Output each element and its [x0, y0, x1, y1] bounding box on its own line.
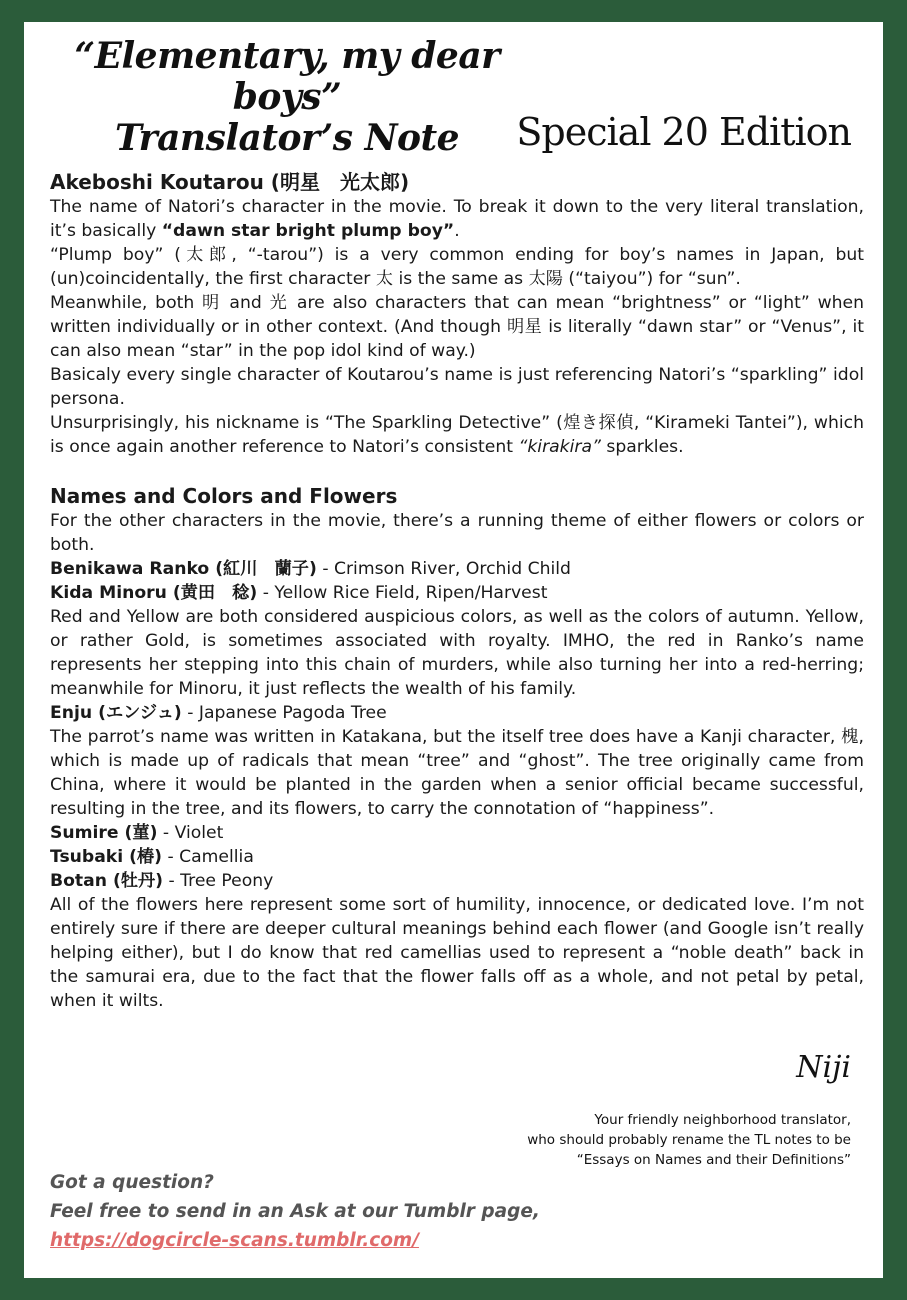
signature: Niji — [796, 1050, 851, 1085]
page-title — [52, 36, 522, 159]
bold-phrase: “dawn star bright plump boy” — [161, 221, 455, 241]
name-entry: Enju (エンジュ) - Japanese Pagoda Tree — [50, 703, 387, 723]
name-entry: Sumire (菫) - Violet — [50, 823, 224, 843]
note-body — [50, 169, 864, 1013]
paragraph: Basicaly every single character of Koutarou’s name is just referencing Natori’s “sparkling” idol persona. — [50, 365, 864, 409]
italic-phrase: “kirakira” — [518, 437, 601, 457]
name-entry: Kida Minoru (黄田 稔) - Yellow Rice Field, Ripen/Harvest — [50, 583, 548, 603]
paragraph: For the other characters in the movie, there’s a running theme of either flowers or colors or both. — [50, 511, 864, 555]
title-line-1: “Elementary, my dear boys” — [74, 35, 500, 118]
tumblr-link[interactable]: https://dogcircle-scans.tumblr.com/ — [50, 1230, 419, 1251]
paragraph: Meanwhile, both 明 and 光 are also characters that can mean “brightness” or “light” when written individually or in other context. (And though 明星 is literally “dawn star” or “Venus”, it can also mean “star” in the pop idol kind of way.) — [50, 293, 864, 361]
paragraph: The parrot’s name was written in Katakana, but the itself tree does have a Kanji character, 槐, which is made up of radicals that mean “tree” and “ghost”. The tree originally came from China, where it would be planted in the garden when a senior official became successful, resulting in the tree, and its flowers, to carry the connotation of “happiness”. — [50, 727, 864, 819]
footer — [50, 1168, 540, 1255]
name-entry: Tsubaki (椿) - Camellia — [50, 847, 254, 867]
paragraph: The name of Natori’s character in the movie. To break it down to the very literal translation, it’s basically “dawn star bright plump boy”. — [50, 197, 864, 241]
section-heading-names: Names and Colors and Flowers — [50, 484, 398, 508]
name-entry: Botan (牡丹) - Tree Peony — [50, 871, 274, 891]
paragraph: Red and Yellow are both considered auspicious colors, as well as the colors of autumn. Yellow, or rather Gold, is sometimes associated with royalty. IMHO, the red in Ranko’s name represents her stepping into this chain of murders, while also turning her into a red-herring; meanwhile for Minoru, it just reflects the wealth of his family. — [50, 607, 864, 699]
paragraph: Unsurprisingly, his nickname is “The Sparkling Detective” (煌き探偵, “Kirameki Tantei”), which is once again another reference to Natori’s consistent “kirakira” sparkles. — [50, 413, 864, 457]
paragraph: “Plump boy” (太郎, “-tarou”) is a very common ending for boy’s names in Japan, but (un)coincidentally, the first character 太 is the same as 太陽 (“taiyou”) for “sun”. — [50, 245, 864, 289]
footer-question: Got a question? — [50, 1172, 214, 1193]
paragraph: All of the flowers here represent some sort of humility, innocence, or dedicated love. I’m not entirely sure if there are deeper cultural meanings behind each flower (and Google isn’t really helping either), but I do know that red camellias used to represent a “noble death” back in the samurai era, due to the fact that the flower falls off as a whole, and not petal by petal, when it wilts. — [50, 895, 864, 1011]
translator-credit: Your friendly neighborhood translator, who should probably rename the TL notes to be “Essays on Names and their Definitions” — [527, 1112, 851, 1168]
section-heading-akeboshi: Akeboshi Koutarou (明星 光太郎) — [50, 170, 410, 194]
title-line-2: Translator’s Note — [114, 117, 460, 159]
footer-invite: Feel free to send in an Ask at our Tumblr page, — [50, 1201, 540, 1222]
edition-label: Special 20 Edition — [516, 110, 851, 154]
name-entry: Benikawa Ranko (紅川 蘭子) - Crimson River, Orchid Child — [50, 559, 571, 579]
note-page — [24, 22, 883, 1278]
